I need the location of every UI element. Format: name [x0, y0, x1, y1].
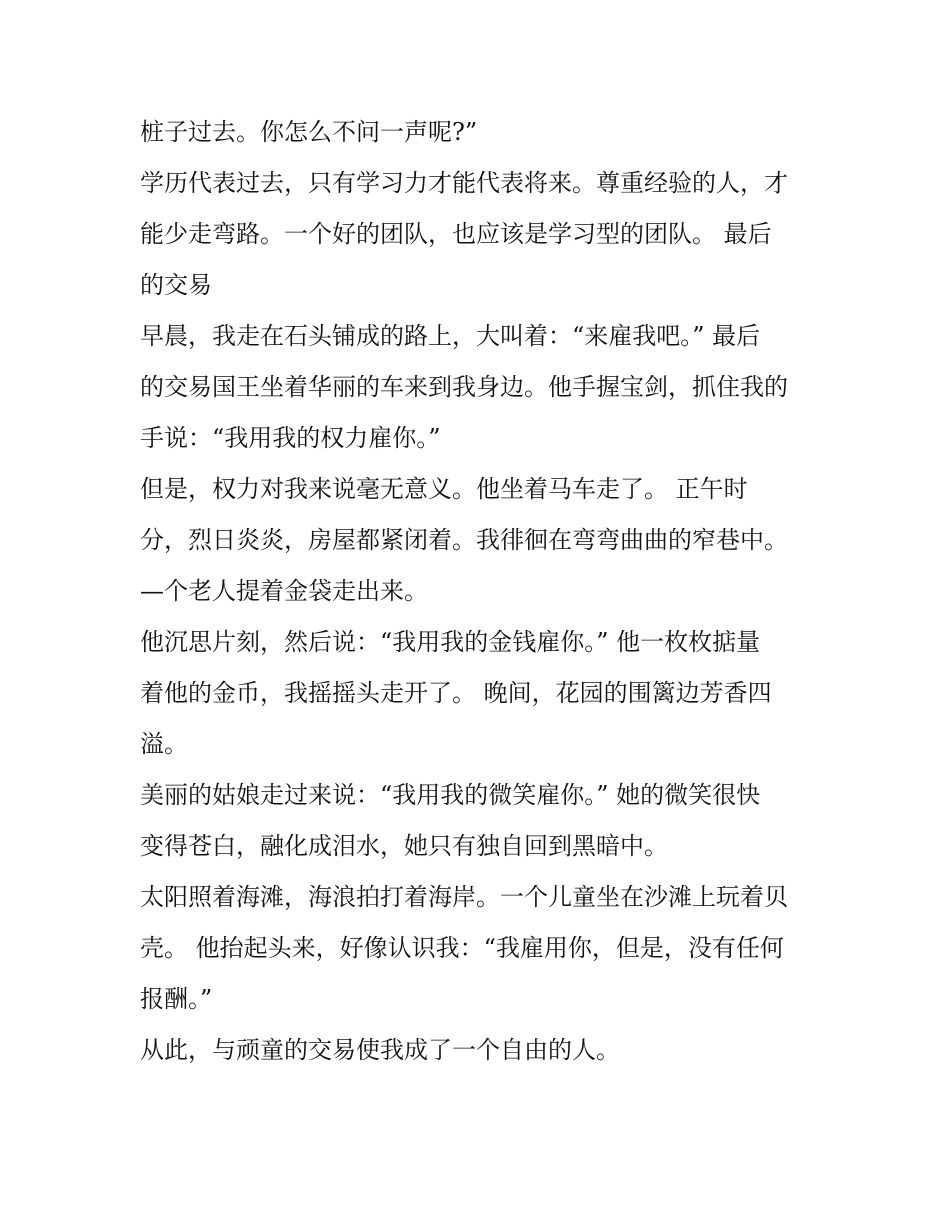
text-line: 着他的金币，我摇摇头走开了。 晚间，花园的围篱边芳香四: [140, 679, 772, 707]
text-line: 桩子过去。你怎么不问一声呢?”: [140, 118, 478, 146]
text-line: 手说：“我用我的权力雇你。”: [140, 424, 441, 452]
body-text: [140, 107, 830, 1076]
text-line: 报酬。”: [140, 985, 213, 1013]
text-line: 溢。: [140, 730, 188, 758]
text-line: 但是，权力对我来说毫无意义。他坐着马车走了。 正午时: [140, 475, 748, 503]
text-line: 美丽的姑娘走过来说：“我用我的微笑雇你。” 她的微笑很快: [140, 781, 761, 809]
text-line: 早晨，我走在石头铺成的路上，大叫着：“来雇我吧。” 最后: [140, 322, 761, 350]
text-line: 太阳照着海滩，海浪拍打着海岸。一个儿童坐在沙滩上玩着贝: [140, 883, 788, 911]
text-line: 从此，与顽童的交易使我成了一个自由的人。: [140, 1036, 620, 1064]
text-line: 壳。 他抬起头来，好像认识我：“我雇用你，但是，没有任何: [140, 934, 784, 962]
text-line: 学历代表过去，只有学习力才能代表将来。尊重经验的人，才: [140, 169, 788, 197]
text-line: 他沉思片刻，然后说：“我用我的金钱雇你。” 他一枚枚掂量: [140, 628, 761, 656]
text-line: 分，烈日炎炎，房屋都紧闭着。我徘徊在弯弯曲曲的窄巷中。: [140, 526, 788, 554]
text-line: 的交易: [140, 271, 212, 299]
text-line: 的交易国王坐着华丽的车来到我身边。他手握宝剑，抓住我的: [140, 373, 788, 401]
text-line: 能少走弯路。一个好的团队，也应该是学习型的团队。 最后: [140, 220, 772, 248]
text-line: 变得苍白，融化成泪水，她只有独自回到黑暗中。: [140, 832, 668, 860]
text-line: —个老人提着金袋走出来。: [140, 577, 428, 605]
